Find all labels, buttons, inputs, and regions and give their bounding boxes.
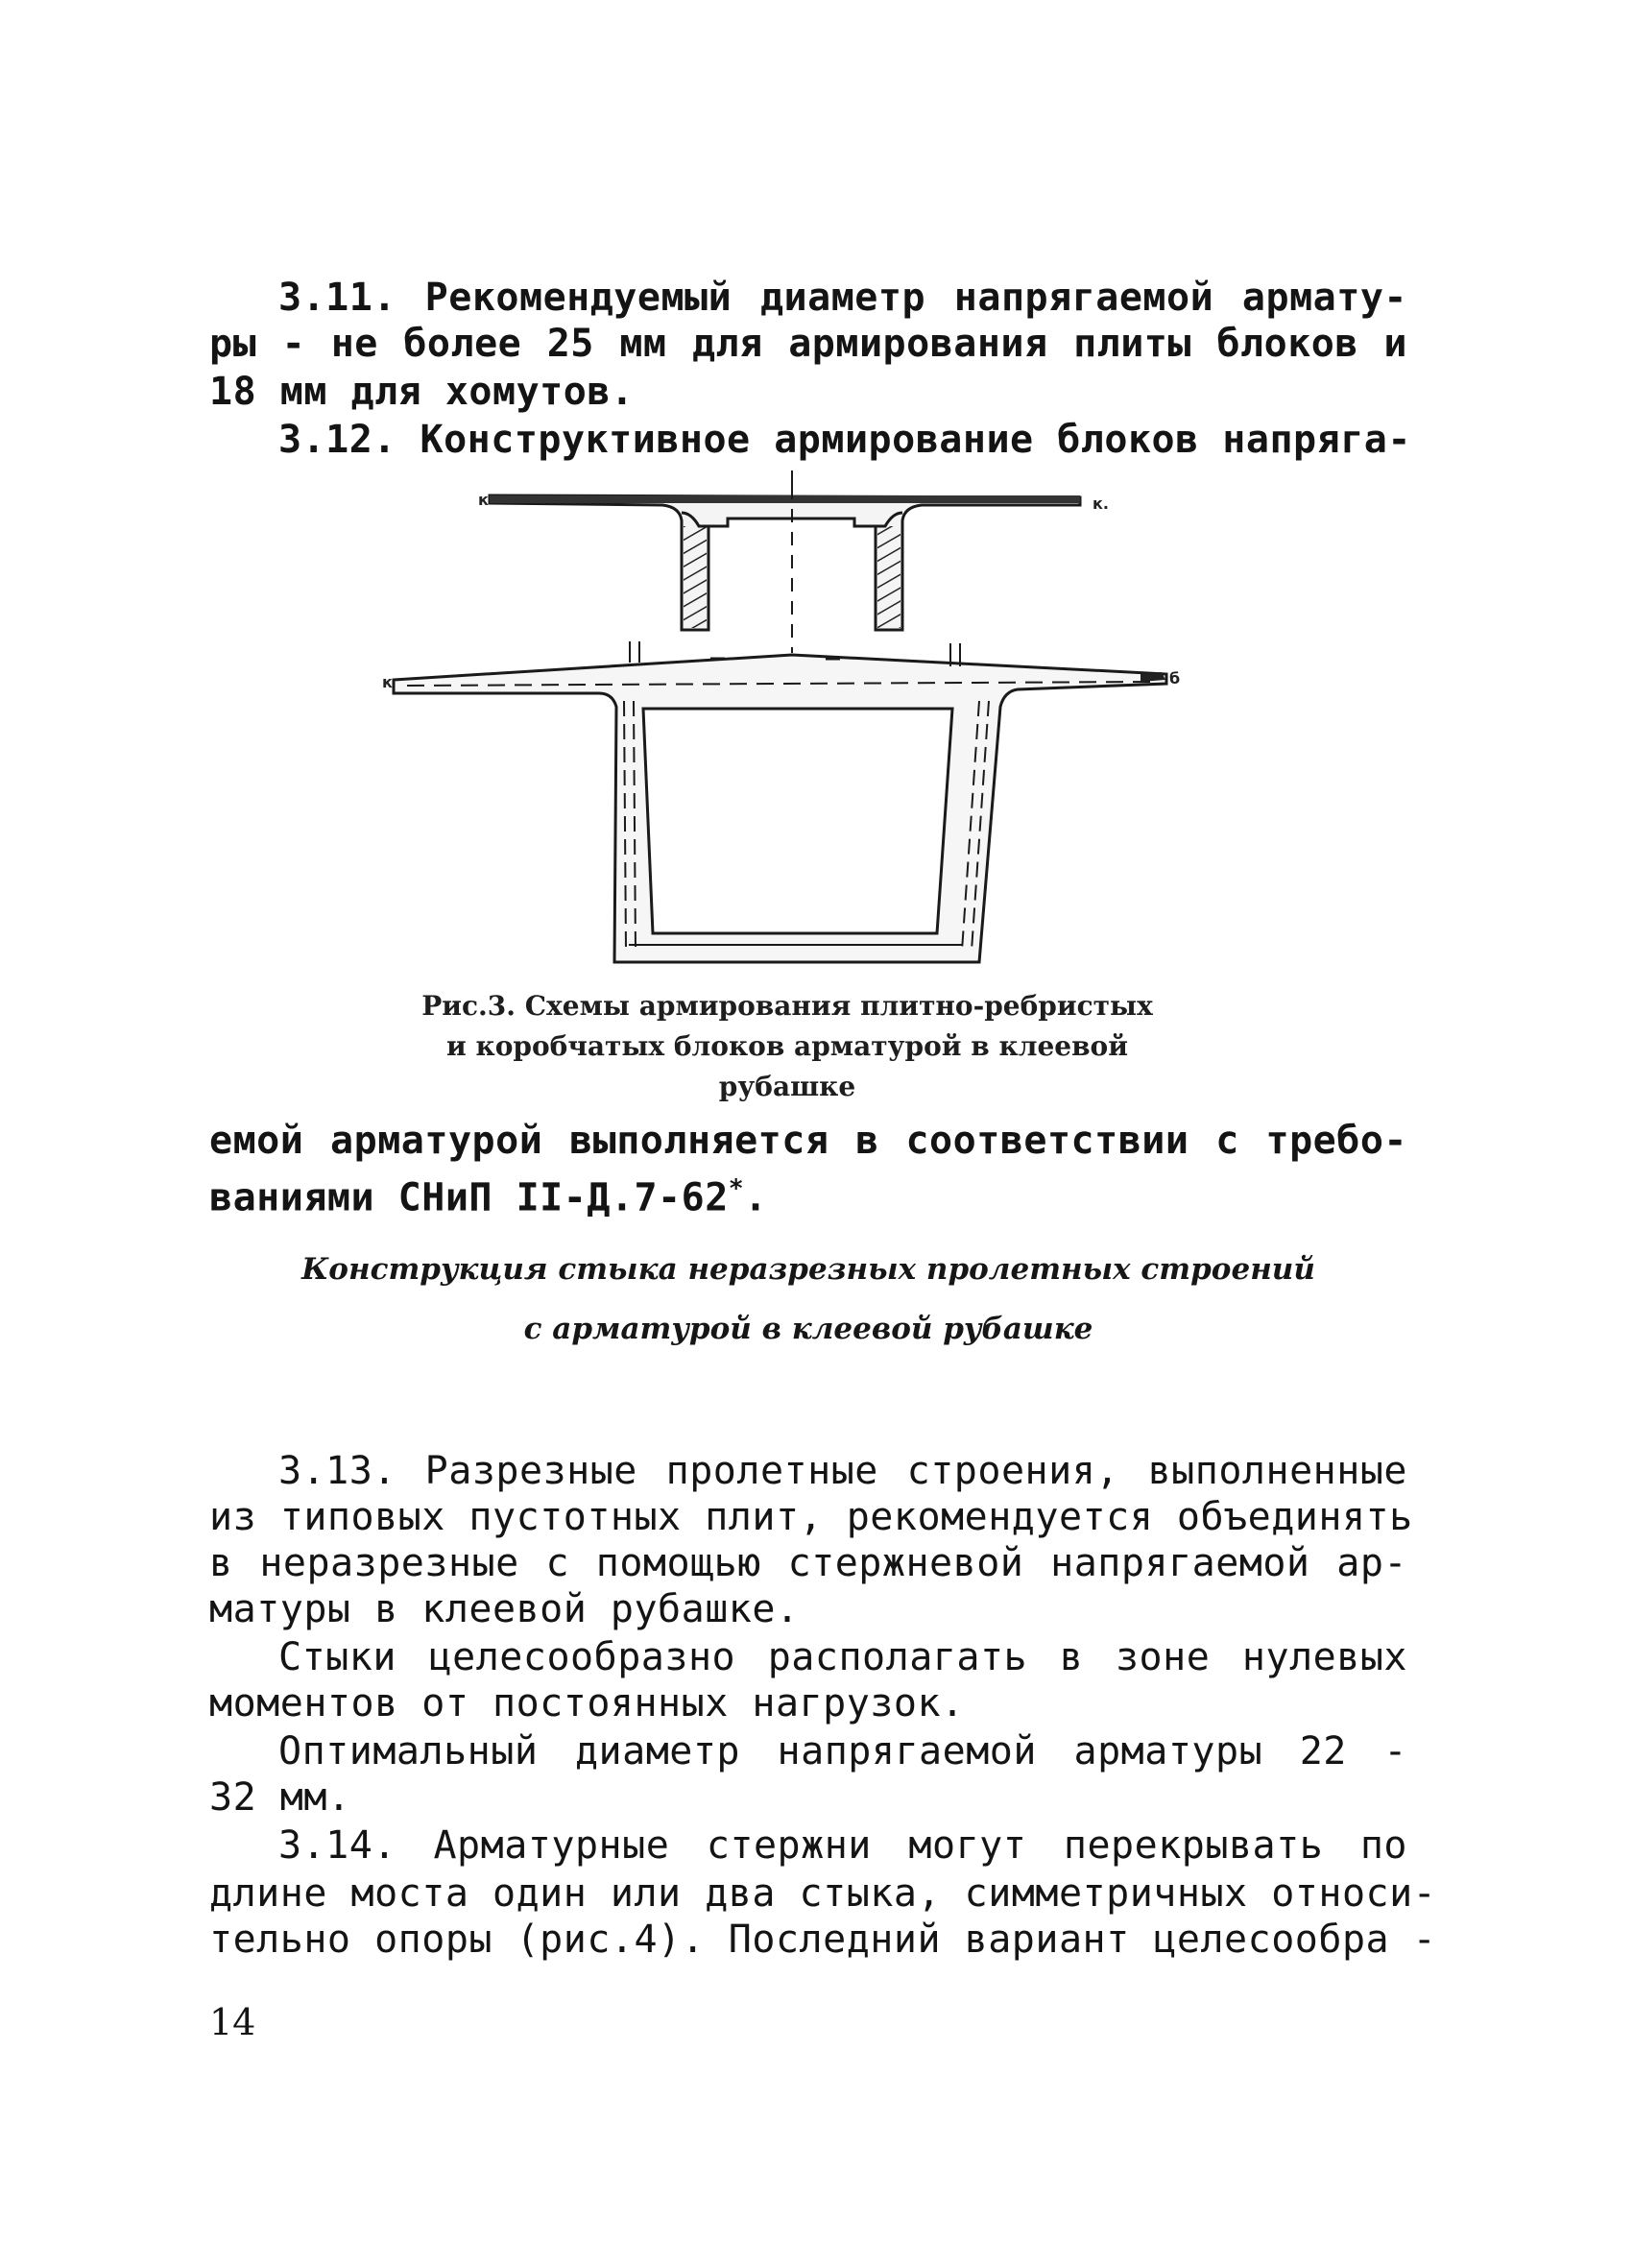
section-3-13-paragraph-3-line-2: 32 мм. <box>209 1775 351 1820</box>
section-3-13-line-4: матуры в клеевой рубашке. <box>209 1587 800 1631</box>
section-3-11-line-1: 3.11. Рекомендуемый диаметр напрягаемой армату- <box>278 276 1407 320</box>
section-3-13-paragraph-2-line-2: моментов от постоянных нагрузок. <box>209 1681 965 1725</box>
section-3-14-line-3: тельно опоры (рис.4). Последний вариант целесообра - <box>209 1918 1437 1962</box>
page-number: 14 <box>209 2001 256 2043</box>
section-3-11-line-3: 18 мм для хомутов. <box>209 370 635 414</box>
asterisk-mark: * <box>728 1174 744 1203</box>
section-3-13-line-3: в неразрезные с помощью стержневой напрягаемой ар- <box>209 1541 1407 1585</box>
reinforcement-scheme-figure <box>365 470 1210 989</box>
section-3-13-line-2: из типовых пустотных плит, рекомендуется объединять <box>209 1495 1413 1539</box>
figure-caption-line-1: Рис.3. Схемы армирования плитно-ребристых <box>421 990 1153 1022</box>
figure-caption-line-2: и коробчатых блоков арматурой в клеевой <box>446 1030 1128 1062</box>
section-3-14-line-1: 3.14. Арматурные стержни могут перекрывать по <box>278 1823 1407 1868</box>
section-3-14-line-2: длине моста один или два стыка, симметричных относи- <box>209 1871 1437 1916</box>
label-box-right: б <box>1169 669 1181 688</box>
sentence-end: . <box>743 1175 768 1220</box>
section-3-12-continuation-line-1: емой арматурой выполняется в соответствии с требо- <box>209 1119 1407 1163</box>
section-3-13-paragraph-2-line-1: Стыки целесообразно располагать в зоне нулевых <box>278 1635 1407 1679</box>
section-heading-line-1: Конструкция стыка неразрезных пролетных строений <box>301 1252 1315 1287</box>
section-3-12-continuation-line-2 <box>209 1166 768 1220</box>
section-3-13-line-1: 3.13. Разрезные пролетные строения, выполненные <box>278 1449 1407 1493</box>
section-3-11-line-2: ры - не более 25 мм для армирования плиты блоков и <box>209 322 1407 366</box>
box-block-drawing <box>382 641 1180 962</box>
section-heading-line-2: с арматурой в клеевой рубашке <box>523 1312 1093 1346</box>
section-3-12-line-1: 3.12. Конструктивное армирование блоков напряга- <box>278 418 1411 462</box>
figure-caption-line-3: рубашке <box>718 1071 856 1102</box>
ribbed-block-drawing <box>478 470 1109 684</box>
section-3-13-paragraph-3-line-1: Оптимальный диаметр напрягаемой арматуры 22 - <box>278 1729 1407 1773</box>
label-top-left: к <box>478 491 489 509</box>
label-box-left: к <box>382 673 393 691</box>
label-top-right: к. <box>1093 495 1109 513</box>
snip-reference: ваниями СНиП II-Д.7-62 <box>209 1175 729 1220</box>
